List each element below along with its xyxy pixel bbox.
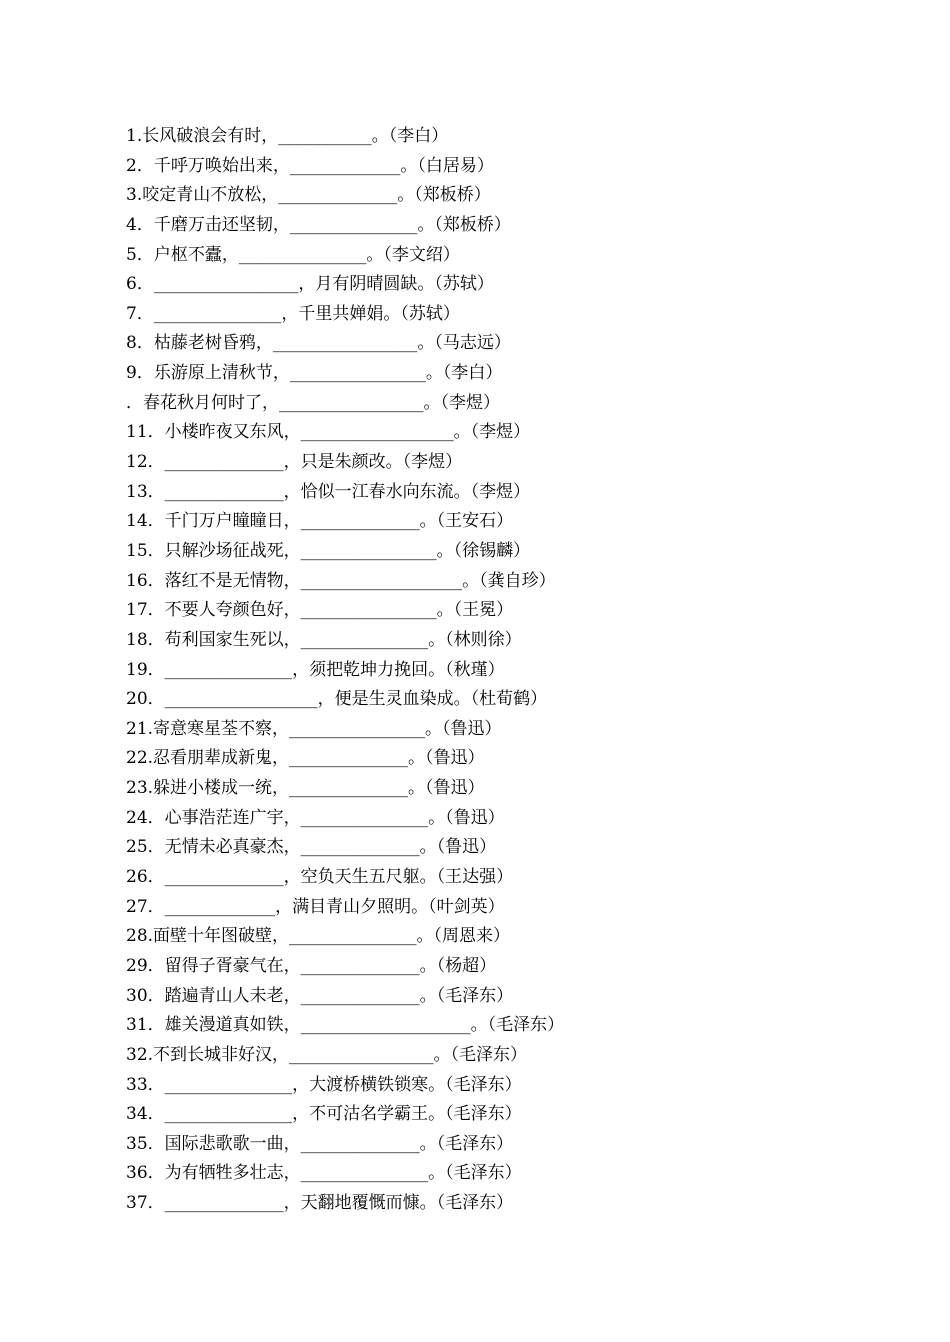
list-item: 25．无情未必真豪杰，______________。（鲁迅） xyxy=(126,837,497,858)
list-item: 37．______________，天翻地覆慨而慷。（毛泽东） xyxy=(126,1193,514,1214)
list-item: 36．为有牺牲多壮志，_______________。（毛泽东） xyxy=(126,1163,522,1184)
list-item: 17．不要人夸颜色好，________________。（王冕） xyxy=(126,600,514,621)
list-item: ．春花秋月何时了，_________________。（李煜） xyxy=(126,392,500,413)
list-item: 21.寄意寒星荃不察，________________。（鲁迅） xyxy=(126,718,502,739)
list-item: 26．______________，空负天生五尺躯。（王达强） xyxy=(126,867,514,888)
list-item: 34．_______________，不可沽名学霸王。（毛泽东） xyxy=(126,1104,522,1125)
list-item: 8．枯藤老树昏鸦，_________________。（马志远） xyxy=(126,333,511,354)
list-item: 13．______________，恰似一江春水向东流。（李煜） xyxy=(126,481,531,502)
list-item: 3.咬定青山不放松，______________。（郑板桥） xyxy=(126,185,491,206)
list-item: 14．千门万户瞳瞳日，______________。（王安石） xyxy=(126,511,514,532)
list-item: 31．雄关漫道真如铁，____________________。（毛泽东） xyxy=(126,1015,565,1036)
list-item: 6．_________________，月有阴晴圆缺。（苏轼） xyxy=(126,274,494,295)
list-item: 15．只解沙场征战死，________________。（徐锡麟） xyxy=(126,540,531,561)
list-item: 16．落红不是无情物，___________________。（龚自珍） xyxy=(126,570,556,591)
list-item: 29．留得子胥豪气在，______________。（杨超） xyxy=(126,955,497,976)
list-item: 9．乐游原上清秋节，________________。（李白） xyxy=(126,363,503,384)
list-item: 35．国际悲歌歌一曲，______________。（毛泽东） xyxy=(126,1133,514,1154)
list-item: 30．踏遍青山人未老，______________。（毛泽东） xyxy=(126,985,514,1006)
poetry-fill-in-list xyxy=(126,122,846,1219)
list-item: 5．户枢不蠹，_______________。（李文绍） xyxy=(126,244,460,265)
list-item: 28.面壁十年图破壁，_______________。（周恩来） xyxy=(126,926,511,947)
list-item: 22.忍看朋辈成新鬼，______________。（鲁迅） xyxy=(126,748,485,769)
list-item: 20．__________________，便是生灵血染成。（杜荀鹤） xyxy=(126,689,548,710)
list-item: 18．苟利国家生死以，_______________。（林则徐） xyxy=(126,629,522,650)
list-item: 32.不到长城非好汉，_________________。（毛泽东） xyxy=(126,1044,528,1065)
list-item: 2．千呼万唤始出来，_____________。（白居易） xyxy=(126,155,494,176)
list-item: 33．_______________，大渡桥横铁锁寒。（毛泽东） xyxy=(126,1074,522,1095)
list-item: 23.躲进小楼成一统，______________。（鲁迅） xyxy=(126,778,485,799)
list-item: 19．_______________，须把乾坤力挽回。（秋瑾） xyxy=(126,659,505,680)
list-item: 1.长风破浪会有时，___________。（李白） xyxy=(126,126,449,146)
list-item: 24．心事浩茫连广宇，_______________。（鲁迅） xyxy=(126,807,505,828)
list-item: 27．_____________，满目青山夕照明。（叶剑英） xyxy=(126,896,505,917)
list-item: 7．_______________，千里共婵娟。（苏轼） xyxy=(126,303,460,324)
list-item: 11．小楼昨夜又东风，__________________。（李煜） xyxy=(126,422,531,443)
list-item: 4．千磨万击还坚韧，_______________。（郑板桥） xyxy=(126,214,511,235)
list-item: 12．______________，只是朱颜改。（李煜） xyxy=(126,452,463,473)
